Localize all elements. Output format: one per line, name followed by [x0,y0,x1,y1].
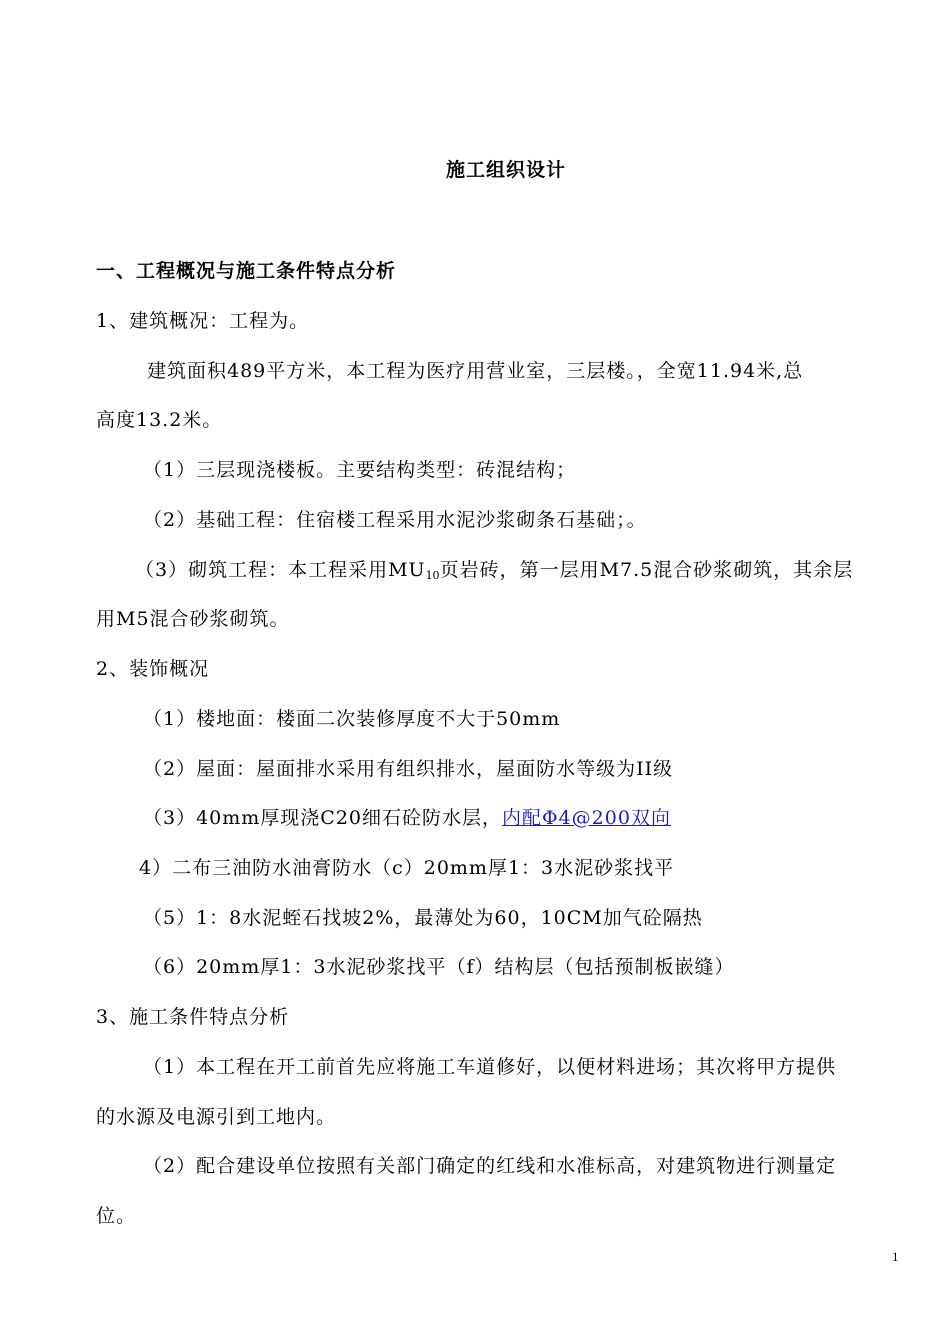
paragraph-leveling: （6）20mm厚1：3水泥砂浆找平（f）结构层（包括预制板嵌缝） [143,956,735,978]
paragraph-building-area-line2: 高度13.2米。 [96,409,223,431]
document-title: 施工组织设计 [445,159,566,181]
reinforcement-link[interactable]: 内配Φ4@200双向 [502,807,671,829]
masonry-text-a: （3）砌筑工程：本工程采用MU [135,559,426,581]
paragraph-building-area-line1: 建筑面积489平方米，本工程为医疗用营业室，三层楼。，全宽11.94米,总 [147,360,804,382]
paragraph-roof: （2）屋面：屋面排水采用有组织排水，屋面防水等级为II级 [143,758,674,780]
item-heading-conditions: 3、施工条件特点分析 [96,1006,290,1028]
paragraph-waterproof-paste: 4）二布三油防水油膏防水（c）20mm厚1：3水泥砂浆找平 [139,857,675,879]
paragraph-foundation: （2）基础工程：住宿楼工程采用水泥沙浆砌条石基础；。 [143,509,647,531]
item-heading-decoration: 2、装饰概况 [96,658,210,680]
paragraph-condition1-line2: 的水源及电源引到工地内。 [96,1106,337,1128]
paragraph-masonry-line1 [135,558,853,588]
paragraph-structure-type: （1）三层现浇楼板。主要结构类型：砖混结构； [143,459,577,481]
masonry-text-b: 页岩砖，第一层用M7.5混合砂浆砌筑，其余层 [439,559,854,581]
paragraph-slope: （5）1：8水泥蛭石找坡2%，最薄处为60，10CM加气砼隔热 [143,907,703,929]
section-heading-1: 一、工程概况与施工条件特点分析 [96,260,397,282]
paragraph-condition1-line1: （1）本工程在开工前首先应将施工车道修好，以便材料进场；其次将甲方提供 [143,1056,837,1078]
waterproof-layer-text: （3）40mm厚现浇C20细石砼防水层， [143,807,503,829]
paragraph-floor: （1）楼地面：楼面二次装修厚度不大于50mm [143,708,561,730]
masonry-subscript: 10 [425,569,440,582]
page-number: 1 [892,1249,899,1264]
paragraph-condition2-line2: 位。 [96,1205,137,1227]
paragraph-condition2-line1: （2）配合建设单位按照有关部门确定的红线和水准标高，对建筑物进行测量定 [143,1155,837,1177]
paragraph-waterproof-layer [143,806,671,830]
item-heading-building-overview: 1、建筑概况：工程为。 [96,310,310,332]
paragraph-masonry-line2: 用M5混合砂浆砌筑。 [96,608,290,630]
